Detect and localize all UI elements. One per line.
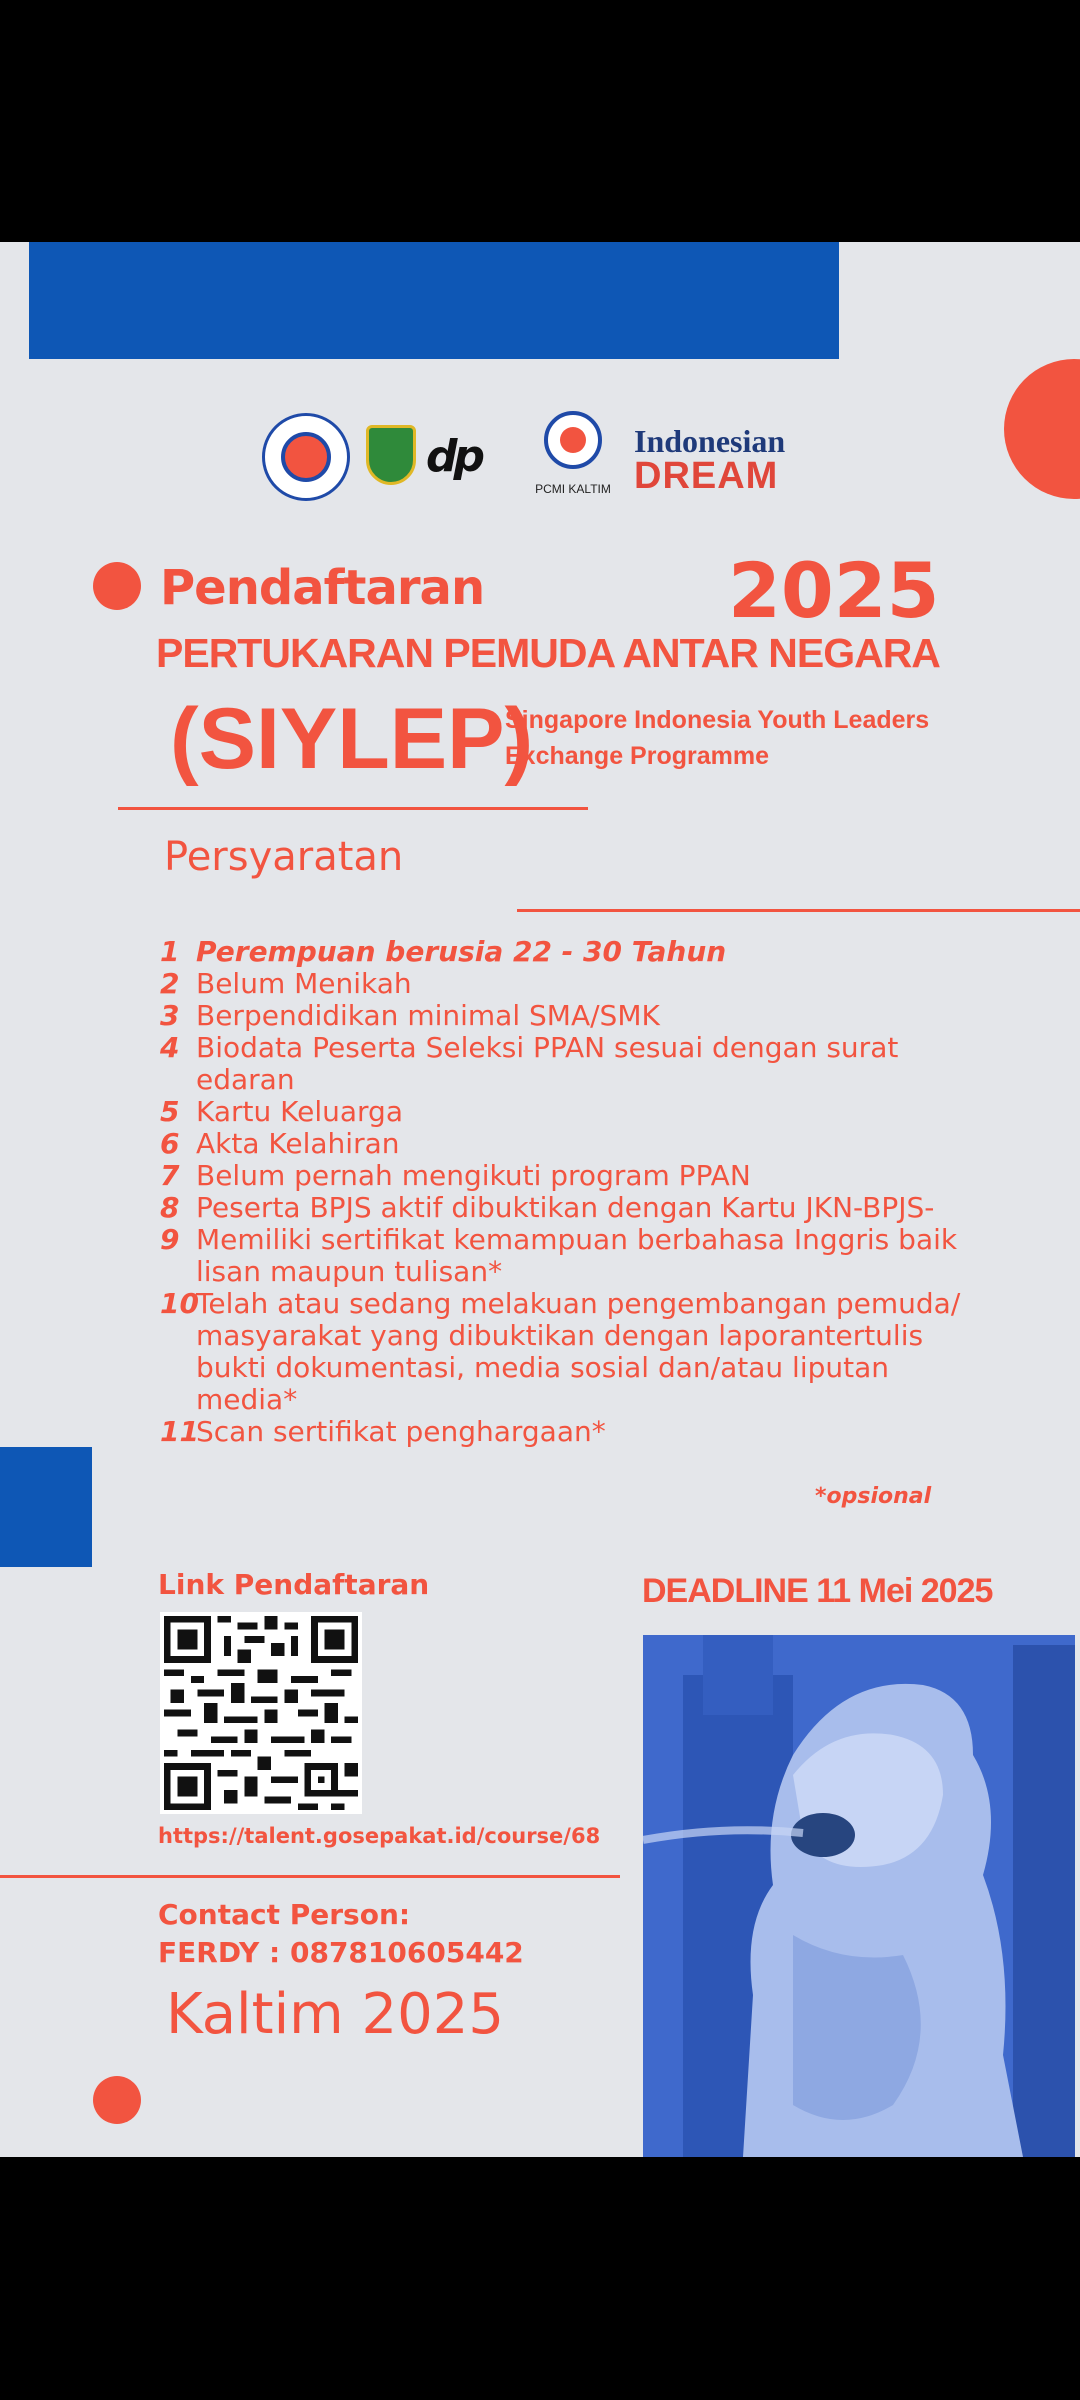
acronym-title: (SIYLEP) <box>170 691 534 787</box>
pendaftaran-title: Pendaftaran <box>160 560 485 616</box>
program-full-name <box>505 702 965 774</box>
item-number: 5 <box>160 1095 180 1128</box>
item-number: 6 <box>160 1127 180 1160</box>
item-number: 7 <box>160 1159 180 1192</box>
region-year: Kaltim 2025 <box>166 1982 504 2047</box>
item-text: Berpendidikan minimal SMA/SMK <box>196 999 660 1032</box>
requirements-list <box>160 936 980 1448</box>
item-number: 8 <box>160 1191 180 1224</box>
idream-line2: DREAM <box>634 455 779 497</box>
list-item <box>160 1128 980 1160</box>
item-text: Perempuan berusia 22 - 30 Tahun <box>196 935 727 968</box>
registration-link-label: Link Pendaftaran <box>158 1568 430 1601</box>
poster <box>0 242 1080 2157</box>
item-number: 11 <box>160 1415 199 1448</box>
item-number: 4 <box>160 1031 180 1064</box>
decor-circle-right <box>1004 359 1080 499</box>
blue-block-left <box>0 1447 92 1567</box>
qr-code[interactable] <box>160 1612 362 1814</box>
blue-banner-top <box>29 242 839 359</box>
list-item <box>160 1096 980 1128</box>
list-item <box>160 1160 980 1192</box>
contact-label: Contact Person: <box>158 1898 411 1931</box>
item-text: Kartu Keluarga <box>196 1095 403 1128</box>
item-text: Memiliki sertifikat kemampuan berbahasa Inggris baik lisan maupun tulisan* <box>196 1223 958 1288</box>
deadline-text: DEADLINE 11 Mei 2025 <box>642 1572 993 1610</box>
item-text: Peserta BPJS aktif dibuktikan dengan Kartu JKN-BPJS- <box>196 1191 935 1224</box>
optional-note: *opsional <box>815 1484 932 1509</box>
list-item <box>160 1032 980 1096</box>
item-number: 9 <box>160 1223 180 1256</box>
kaltim-emblem-logo <box>366 425 416 485</box>
pcmi-logo <box>526 407 620 511</box>
item-number: 10 <box>160 1287 199 1320</box>
list-item <box>160 1224 980 1288</box>
decor-dot <box>93 562 141 610</box>
item-text: Belum Menikah <box>196 967 412 1000</box>
year-title: 2025 <box>728 546 940 635</box>
logo-row <box>262 407 802 517</box>
registration-url-link[interactable]: https://talent.gosepakat.id/course/68 <box>158 1824 601 1848</box>
full-name-line1: Singapore Indonesia Youth Leaders <box>505 706 930 734</box>
full-name-line2: Exchange Programme <box>505 742 769 770</box>
list-item <box>160 1416 980 1448</box>
divider <box>0 1875 620 1878</box>
item-text: Telah atau sedang melakuan pengembangan pemuda/ masyarakat yang dibuktikan dengan laporantertulis bukti dokumentasi, media sosial dan/atau liputan media* <box>196 1287 961 1416</box>
indonesian-dream-logo <box>634 425 804 495</box>
dp-logo: dp <box>426 431 481 482</box>
item-text: Belum pernah mengikuti program PPAN <box>196 1159 751 1192</box>
item-text: Scan sertifikat penghargaan* <box>196 1415 606 1448</box>
divider <box>118 807 588 810</box>
idream-line1: Indonesian <box>634 423 786 459</box>
merlion-photo <box>643 1635 1075 2157</box>
divider <box>517 909 1080 912</box>
kemenpora-logo <box>262 413 350 501</box>
pcmi-caption: PCMI KALTIM <box>535 482 611 496</box>
program-title: PERTUKARAN PEMUDA ANTAR NEGARA <box>156 630 940 676</box>
decor-dot <box>93 2076 141 2124</box>
list-item <box>160 968 980 1000</box>
list-item <box>160 1000 980 1032</box>
list-item <box>160 1192 980 1224</box>
item-text: Biodata Peserta Seleksi PPAN sesuai dengan surat edaran <box>196 1031 899 1096</box>
requirements-heading: Persyaratan <box>164 834 404 880</box>
contact-person: FERDY : 087810605442 <box>158 1936 524 1969</box>
item-number: 3 <box>160 999 180 1032</box>
item-number: 2 <box>160 967 180 1000</box>
list-item <box>160 936 980 968</box>
list-item <box>160 1288 980 1416</box>
item-number: 1 <box>160 935 180 968</box>
item-text: Akta Kelahiran <box>196 1127 400 1160</box>
